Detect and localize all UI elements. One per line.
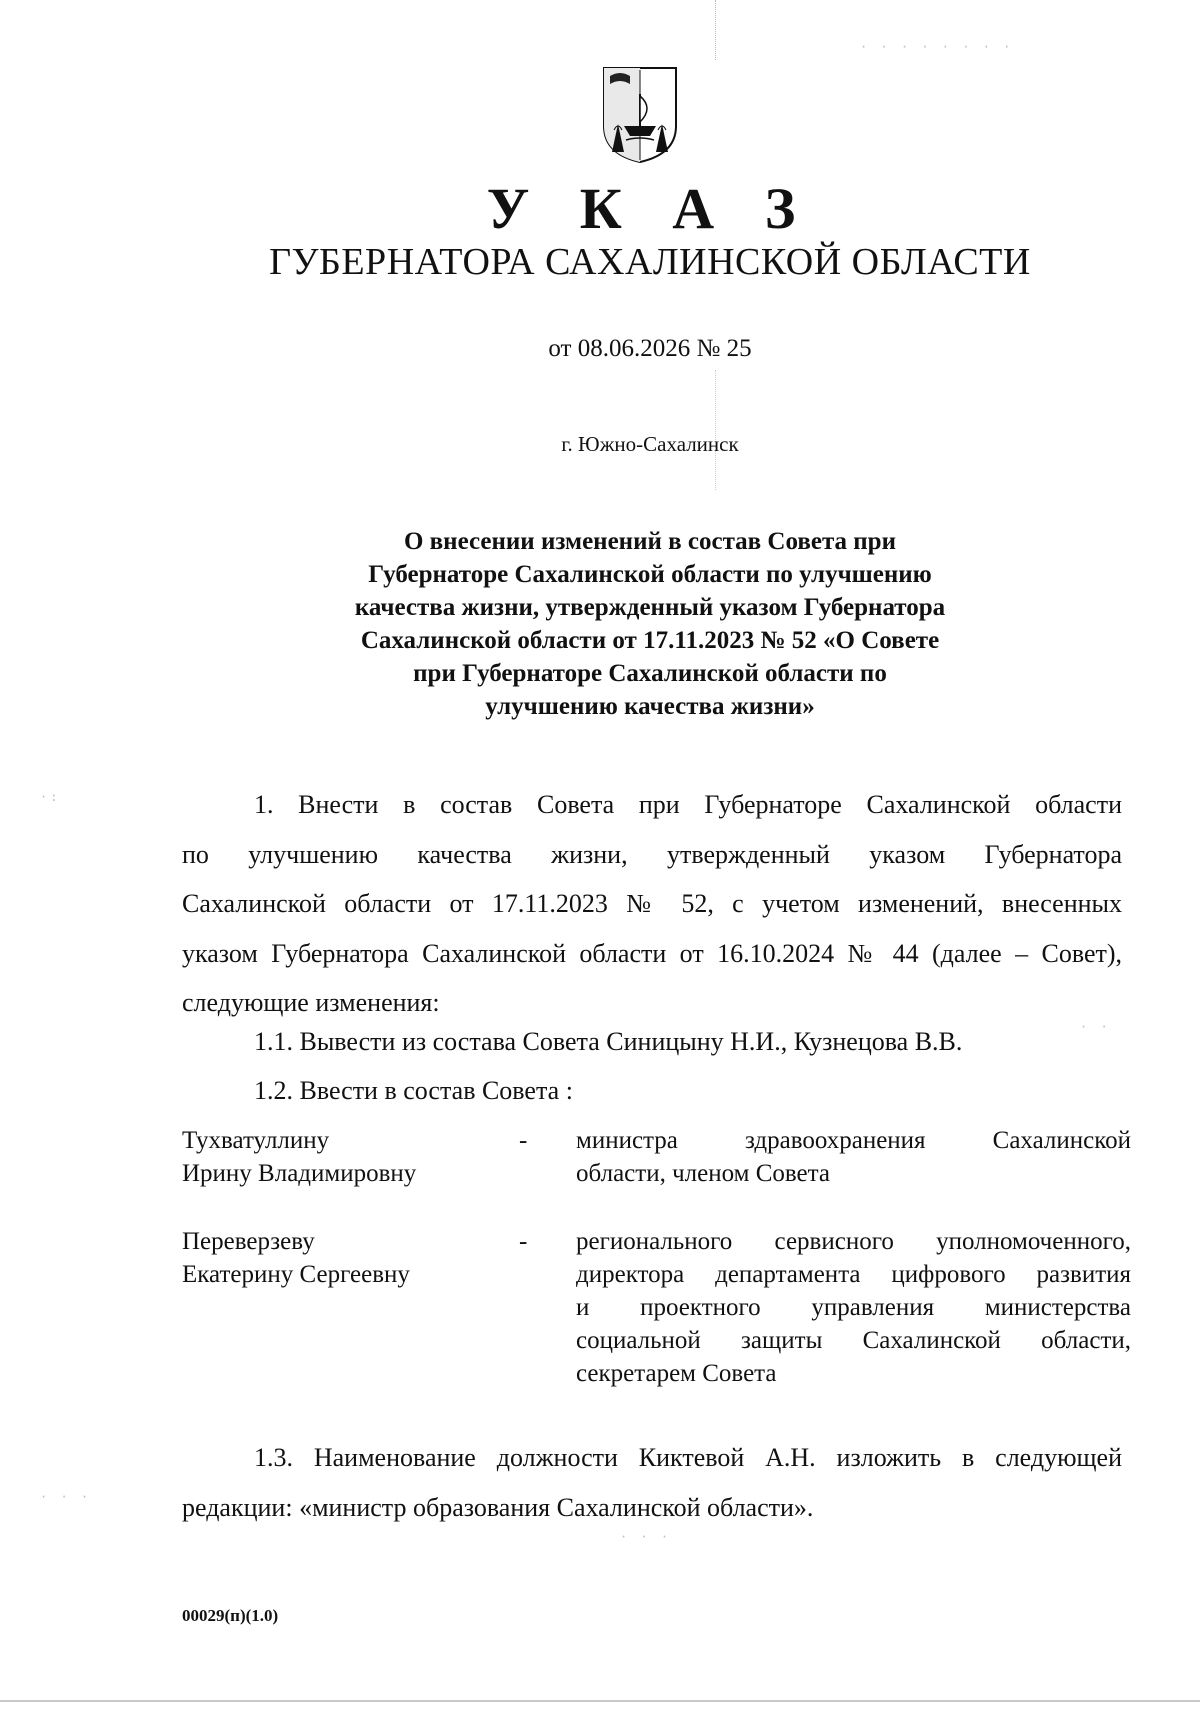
member-role [576, 1225, 1131, 1390]
role-line: директора департамента цифрового развития [576, 1261, 1131, 1288]
scan-noise: · · [1080, 1020, 1111, 1034]
scan-noise: · · · [40, 1490, 92, 1504]
item-1-3 [182, 1433, 1122, 1533]
document-subject [300, 525, 1000, 723]
paragraph-line: 1. Внести в состав Совета при Губернаторе Сахалинской области [254, 790, 1122, 819]
paragraph-line: указом Губернатора Сахалинской области от 16.10.2024 № 44 (далее – Совет), [182, 938, 1122, 968]
paragraph-line: редакции: «министр образования Сахалинской области». [182, 1493, 814, 1522]
subject-line: при Губернаторе Сахалинской области по [413, 660, 887, 687]
item-1-2: 1.2. Ввести в состав Совета : [254, 1076, 573, 1105]
form-code: 00029(п)(1.0) [182, 1606, 279, 1625]
scan-artifact-line [715, 370, 717, 490]
paragraph-line: 1.3. Наименование должности Киктевой А.Н. изложить в следующей [254, 1443, 1122, 1472]
subject-line: О внесении изменений в состав Совета при [403, 528, 896, 555]
subject-line: качества жизни, утвержденный указом Губернатора [354, 594, 946, 621]
scan-edge-line [0, 1700, 1200, 1702]
scan-noise: · · · [620, 1530, 672, 1544]
document-date-number: от 08.06.2026 № 25 [548, 335, 752, 362]
role-line: социальной защиты Сахалинской области, [576, 1327, 1131, 1354]
scan-noise: ·: [40, 790, 61, 804]
paragraph-line: Сахалинской области от 17.11.2023 № 52, с учетом изменений, внесенных [182, 889, 1122, 918]
member-given-names: Екатерину Сергеевну [182, 1261, 410, 1288]
role-line: министра здравоохранения Сахалинской [576, 1127, 1131, 1154]
role-line: области, членом Совета [576, 1160, 830, 1187]
coat-of-arms-icon [600, 64, 680, 164]
member-dash: - [519, 1127, 528, 1154]
role-line: секретарем Совета [576, 1360, 777, 1387]
subject-line: улучшению качества жизни» [485, 693, 815, 720]
role-line: регионального сервисного уполномоченного, [576, 1228, 1131, 1255]
issuer-title: ГУБЕРНАТОРА САХАЛИНСКОЙ ОБЛАСТИ [269, 241, 1031, 283]
member-given-names: Ирину Владимировну [182, 1160, 417, 1187]
paragraph-line: по улучшению качества жизни, утвержденный указом Губернатора [182, 839, 1122, 869]
scan-noise: · · · · · · · · [860, 40, 1014, 54]
document-city: г. Южно-Сахалинск [561, 432, 739, 456]
member-name [182, 1225, 482, 1291]
member-surname: Тухватуллину [182, 1127, 330, 1154]
paragraph-line: следующие изменения: [182, 988, 440, 1017]
role-line: и проектного управления министерства [576, 1294, 1131, 1321]
subject-line: Сахалинской области от 17.11.2023 № 52 «О Совете [360, 627, 940, 654]
member-name [182, 1124, 482, 1190]
item-1-1: 1.1. Вывести из состава Совета Синицыну Н.И., Кузнецова В.В. [254, 1027, 963, 1056]
scan-artifact-line [715, 0, 717, 60]
member-role [576, 1124, 1131, 1190]
member-dash: - [519, 1228, 528, 1255]
subject-line: Губернаторе Сахалинской области по улучшению [368, 561, 932, 588]
member-surname: Переверзеву [182, 1228, 315, 1255]
document-type-title: У К А З [486, 176, 814, 241]
paragraph-1 [182, 780, 1122, 1028]
